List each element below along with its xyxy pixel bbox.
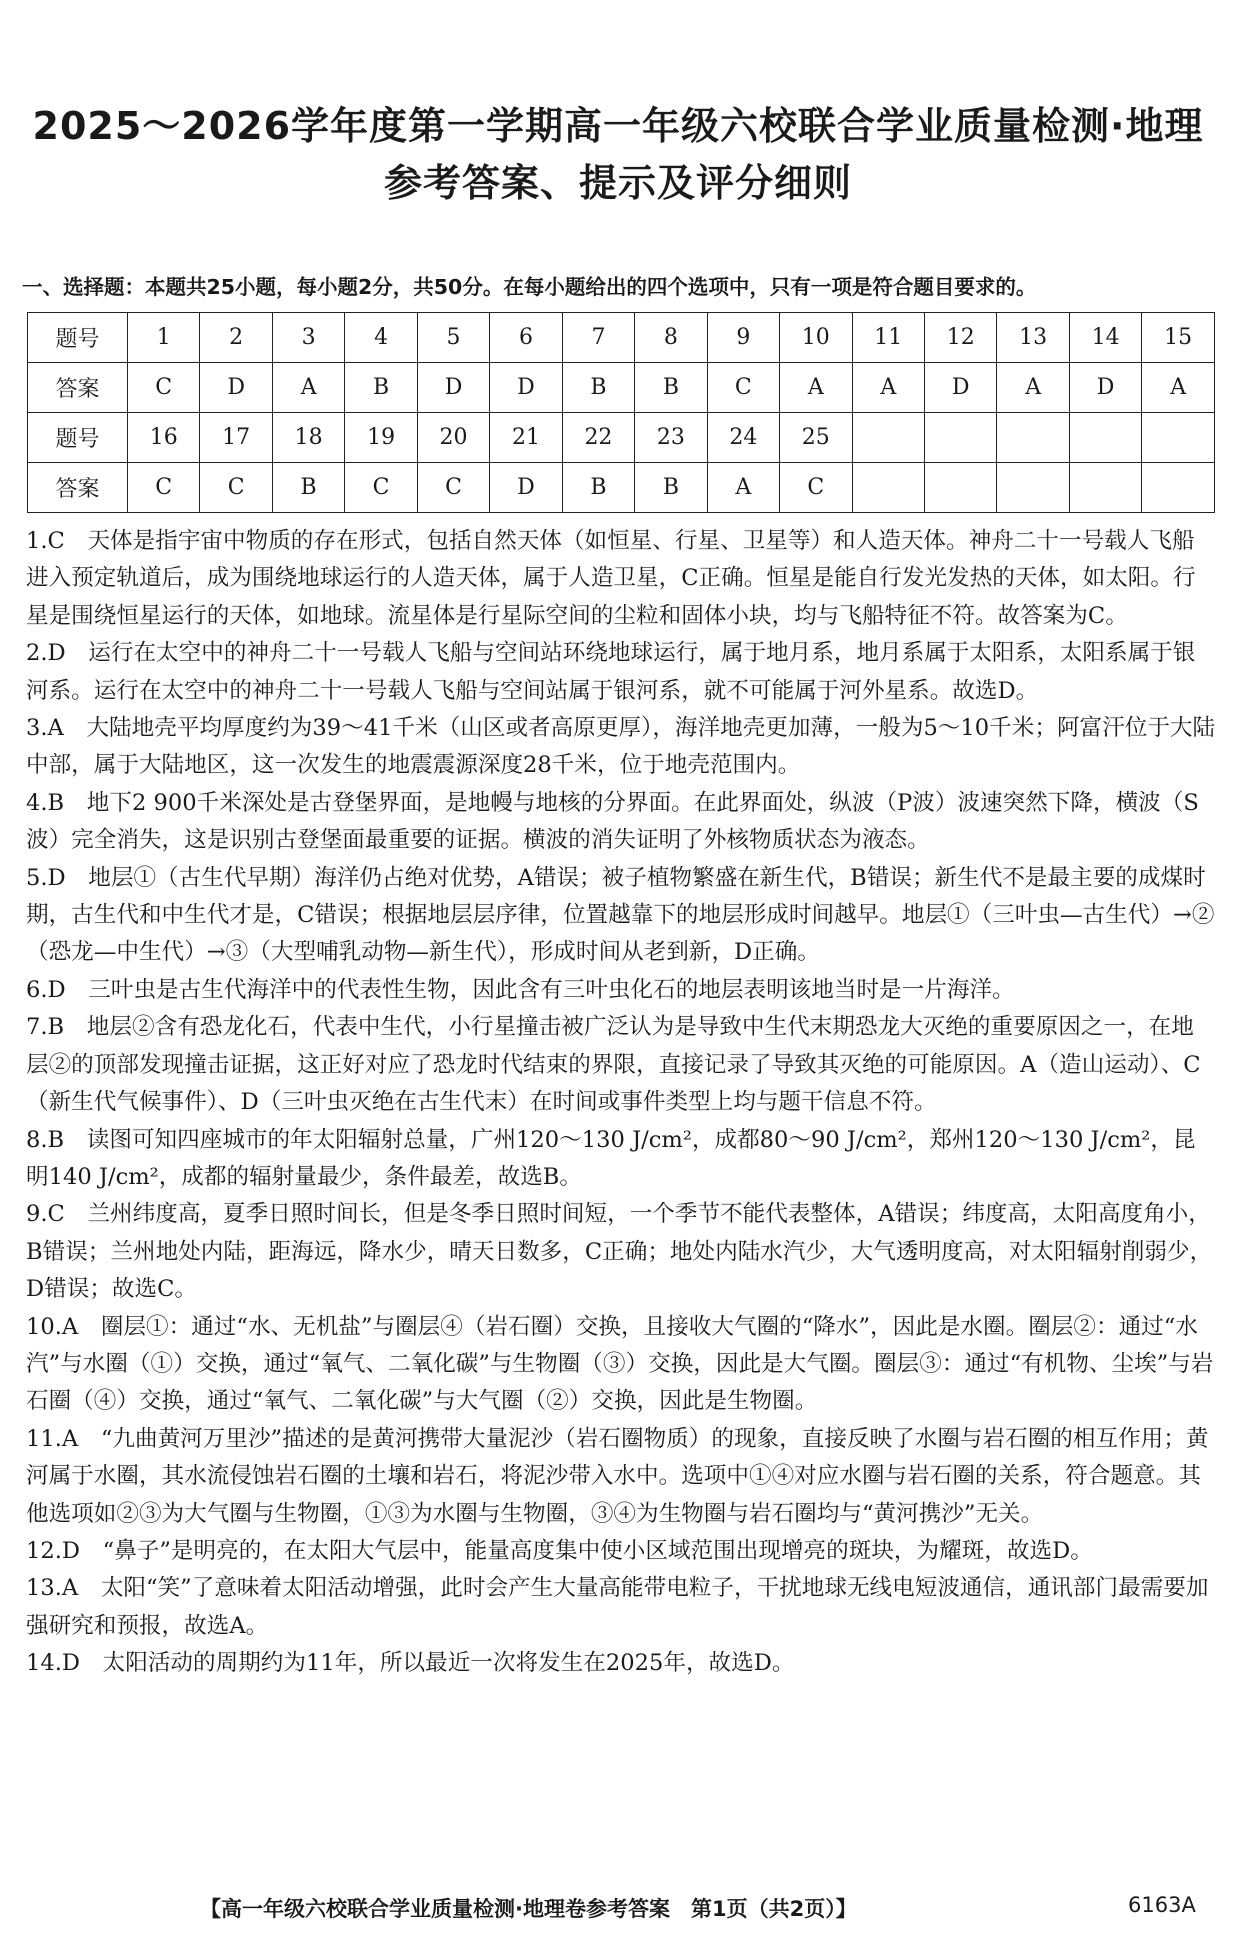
- explanation-number: 10.A: [26, 1313, 79, 1340]
- answer-cell: C: [417, 463, 489, 513]
- question-number-cell: [852, 413, 924, 463]
- explanation-text: 太阳活动的周期约为11年，所以最近一次将发生在2025年，故选D。: [102, 1650, 795, 1677]
- explanation-text: 地层②含有恐龙化石，代表中生代，小行星撞击被广泛认为是导致中生代末期恐龙大灭绝的重要原因之一，在地层②的顶部发现撞击证据，这正好对应了恐龙时代结束的界限，直接记录了导致其灭绝的可能原因。A（造山运动）、C（新生代气候事件）、D（三叶虫灭绝在古生代末）在时间或事件类型上均与题干信息不符。: [26, 1014, 1201, 1116]
- answer-cell: C: [707, 363, 779, 413]
- explanation-number: 4.B: [26, 789, 65, 816]
- question-number-cell: 3: [272, 313, 344, 363]
- answer-cell: A: [780, 363, 852, 413]
- answer-cell: D: [490, 463, 562, 513]
- explanation-item: [26, 1645, 1216, 1682]
- explanation-number: 7.B: [26, 1014, 65, 1041]
- answer-cell: A: [272, 363, 344, 413]
- answer-cell: C: [128, 463, 200, 513]
- answer-cell: C: [780, 463, 852, 513]
- explanation-text: 天体是指宇宙中物质的存在形式，包括自然天体（如恒星、行星、卫星等）和人造天体。神舟二十一号载人飞船进入预定轨道后，成为围绕地球运行的人造天体，属于人造卫星，C正确。恒星是能自行发光发热的天体，如太阳。行星是围绕恒星运行的天体，如地球。流星体是行星际空间的尘粒和固体小块，均与飞船特征不符。故答案为C。: [26, 528, 1196, 629]
- question-number-cell: 5: [417, 313, 489, 363]
- question-number-cell: 21: [490, 413, 562, 463]
- answer-cell: D: [1069, 363, 1141, 413]
- question-number-cell: 16: [128, 413, 200, 463]
- answer-cell: A: [997, 363, 1069, 413]
- question-number-cell: 9: [707, 313, 779, 363]
- question-number-cell: 18: [272, 413, 344, 463]
- row-header-answer: 答案: [28, 463, 128, 513]
- explanation-number: 6.D: [26, 976, 66, 1003]
- explanation-item: [26, 1009, 1216, 1121]
- explanation-number: 8.B: [26, 1126, 65, 1153]
- explanation-text: 运行在太空中的神舟二十一号载人飞船与空间站环绕地球运行，属于地月系，地月系属于太阳系，太阳系属于银河系。运行在太空中的神舟二十一号载人飞船与空间站属于银河系，就不可能属于河外星系。故选D。: [26, 640, 1196, 704]
- explanation-item: [26, 1570, 1216, 1645]
- question-number-cell: 6: [490, 313, 562, 363]
- explanations-list: [26, 523, 1216, 1683]
- question-number-cell: 11: [852, 313, 924, 363]
- answer-cell: B: [345, 363, 417, 413]
- answer-cell: [997, 463, 1069, 513]
- explanation-number: 9.C: [26, 1201, 65, 1228]
- answer-table: [27, 312, 1215, 513]
- question-number-cell: 24: [707, 413, 779, 463]
- explanation-text: “九曲黄河万里沙”描述的是黄河携带大量泥沙（岩石圈物质）的现象，直接反映了水圈与岩石圈的相互作用；黄河属于水圈，其水流侵蚀岩石圈的土壤和岩石，将泥沙带入水中。选项中①④对应水圈与岩石圈的关系，符合题意。其他选项如②③为大气圈与生物圈，①③为水圈与生物圈，③④为生物圈与岩石圈均与“黄河携沙”无关。: [26, 1425, 1209, 1527]
- question-number-cell: 8: [635, 313, 707, 363]
- answer-cell: A: [707, 463, 779, 513]
- row-header-answer: 答案: [28, 363, 128, 413]
- explanation-text: 大陆地壳平均厚度约为39～41千米（山区或者高原更厚），海洋地壳更加薄，一般为5～10千米；阿富汗位于大陆中部，属于大陆地区，这一次发生的地震震源深度28千米，位于地壳范围内。: [26, 715, 1216, 779]
- explanation-item: [26, 1122, 1216, 1197]
- explanation-item: [26, 1421, 1216, 1533]
- explanation-number: 2.D: [26, 640, 66, 667]
- answer-cell: A: [1142, 363, 1215, 413]
- answer-cell: D: [490, 363, 562, 413]
- answer-cell: B: [635, 363, 707, 413]
- explanation-text: 兰州纬度高，夏季日照时间长，但是冬季日照时间短，一个季节不能代表整体，A错误；纬度高，太阳高度角小，B错误；兰州地处内陆，距海远，降水少，晴天日数多，C正确；地处内陆水汽少，大气透明度高，对太阳辐射削弱少，D错误；故选C。: [26, 1201, 1213, 1303]
- explanation-number: 12.D: [26, 1537, 81, 1564]
- answer-cell: B: [635, 463, 707, 513]
- question-number-cell: 4: [345, 313, 417, 363]
- explanation-text: 读图可知四座城市的年太阳辐射总量，广州120～130 J/cm²，成都80～90 J/cm²，郑州120～130 J/cm²，昆明140 J/cm²，成都的辐射量最少，条件最差，故选B。: [26, 1126, 1196, 1190]
- question-number-cell: 15: [1142, 313, 1215, 363]
- explanation-text: 太阳“笑”了意味着太阳活动增强，此时会产生大量高能带电粒子，干扰地球无线电短波通信，通讯部门最需要加强研究和预报，故选A。: [26, 1575, 1209, 1639]
- explanation-item: [26, 972, 1216, 1009]
- question-number-cell: 12: [924, 313, 996, 363]
- question-number-cell: 1: [128, 313, 200, 363]
- row-header-question: 题号: [28, 413, 128, 463]
- question-number-cell: [1142, 413, 1215, 463]
- answer-cell: D: [200, 363, 272, 413]
- answer-cell: D: [924, 363, 996, 413]
- table-row: [28, 413, 1215, 463]
- explanation-number: 14.D: [26, 1650, 81, 1677]
- answer-cell: C: [345, 463, 417, 513]
- explanation-text: “鼻子”是明亮的，在太阳大气层中，能量高度集中使小区域范围出现增亮的斑块，为耀斑，故选D。: [102, 1537, 1093, 1564]
- question-number-cell: 7: [562, 313, 634, 363]
- answer-cell: B: [562, 463, 634, 513]
- answer-cell: B: [562, 363, 634, 413]
- answer-cell: C: [200, 463, 272, 513]
- answer-cell: [1069, 463, 1141, 513]
- question-number-cell: [1069, 413, 1141, 463]
- explanation-item: [26, 523, 1216, 635]
- explanation-item: [26, 1309, 1216, 1421]
- table-row: [28, 363, 1215, 413]
- explanation-item: [26, 1196, 1216, 1308]
- answer-cell: D: [417, 363, 489, 413]
- question-number-cell: 23: [635, 413, 707, 463]
- explanation-text: 圈层①：通过“水、无机盐”与圈层④（岩石圈）交换，且接收大气圈的“降水”，因此是水圈。圈层②：通过“水汽”与水圈（①）交换，通过“氧气、二氧化碳”与生物圈（③）交换，因此是大气圈。圈层③：通过“有机物、尘埃”与岩石圈（④）交换，通过“氧气、二氧化碳”与大气圈（②）交换，因此是生物圈。: [26, 1313, 1214, 1415]
- answer-cell: [1142, 463, 1215, 513]
- question-number-cell: 22: [562, 413, 634, 463]
- question-number-cell: 14: [1069, 313, 1141, 363]
- explanation-item: [26, 635, 1216, 710]
- section-heading: 一、选择题：本题共25小题，每小题2分，共50分。在每小题给出的四个选项中，只有一项是符合题目要求的。: [22, 275, 1037, 299]
- question-number-cell: 13: [997, 313, 1069, 363]
- explanation-item: [26, 785, 1216, 860]
- question-number-cell: [997, 413, 1069, 463]
- question-number-cell: 19: [345, 413, 417, 463]
- explanation-text: 三叶虫是古生代海洋中的代表性生物，因此含有三叶虫化石的地层表明该地当时是一片海洋。: [88, 976, 1015, 1003]
- answer-cell: C: [128, 363, 200, 413]
- table-row: [28, 463, 1215, 513]
- explanation-number: 3.A: [26, 715, 64, 742]
- explanation-item: [26, 1533, 1216, 1570]
- answer-cell: B: [272, 463, 344, 513]
- explanation-item: [26, 860, 1216, 972]
- table-row: [28, 313, 1215, 363]
- question-number-cell: 25: [780, 413, 852, 463]
- question-number-cell: 20: [417, 413, 489, 463]
- explanation-item: [26, 710, 1216, 785]
- document-title: 2025～2026学年度第一学期高一年级六校联合学业质量检测·地理: [32, 104, 1204, 148]
- explanation-number: 1.C: [26, 528, 65, 554]
- explanation-number: 13.A: [26, 1575, 79, 1602]
- footer-code: 6163A: [1128, 1893, 1196, 1917]
- answer-cell: [852, 463, 924, 513]
- explanation-text: 地下2 900千米深处是古登堡界面，是地幔与地核的分界面。在此界面处，纵波（P波）波速突然下降，横波（S波）完全消失，这是识别古登堡面最重要的证据。横波的消失证明了外核物质状态为液态。: [26, 789, 1199, 854]
- question-number-cell: 2: [200, 313, 272, 363]
- question-number-cell: 17: [200, 413, 272, 463]
- footer-text: 【高一年级六校联合学业质量检测·地理卷参考答案 第1页（共2页）】: [200, 1897, 857, 1921]
- explanation-number: 11.A: [26, 1425, 79, 1452]
- answer-cell: A: [852, 363, 924, 413]
- answer-cell: [924, 463, 996, 513]
- row-header-question: 题号: [28, 313, 128, 363]
- explanation-text: 地层①（古生代早期）海洋仍占绝对优势，A错误；被子植物繁盛在新生代，B错误；新生代不是最主要的成煤时期，古生代和中生代才是，C错误；根据地层层序律，位置越靠下的地层形成时间越早。地层①（三叶虫—古生代）→②（恐龙—中生代）→③（大型哺乳动物—新生代），形成时间从老到新，D正确。: [26, 864, 1215, 966]
- question-number-cell: 10: [780, 313, 852, 363]
- question-number-cell: [924, 413, 996, 463]
- document-subtitle: 参考答案、提示及评分细则: [383, 161, 852, 205]
- explanation-number: 5.D: [26, 864, 66, 891]
